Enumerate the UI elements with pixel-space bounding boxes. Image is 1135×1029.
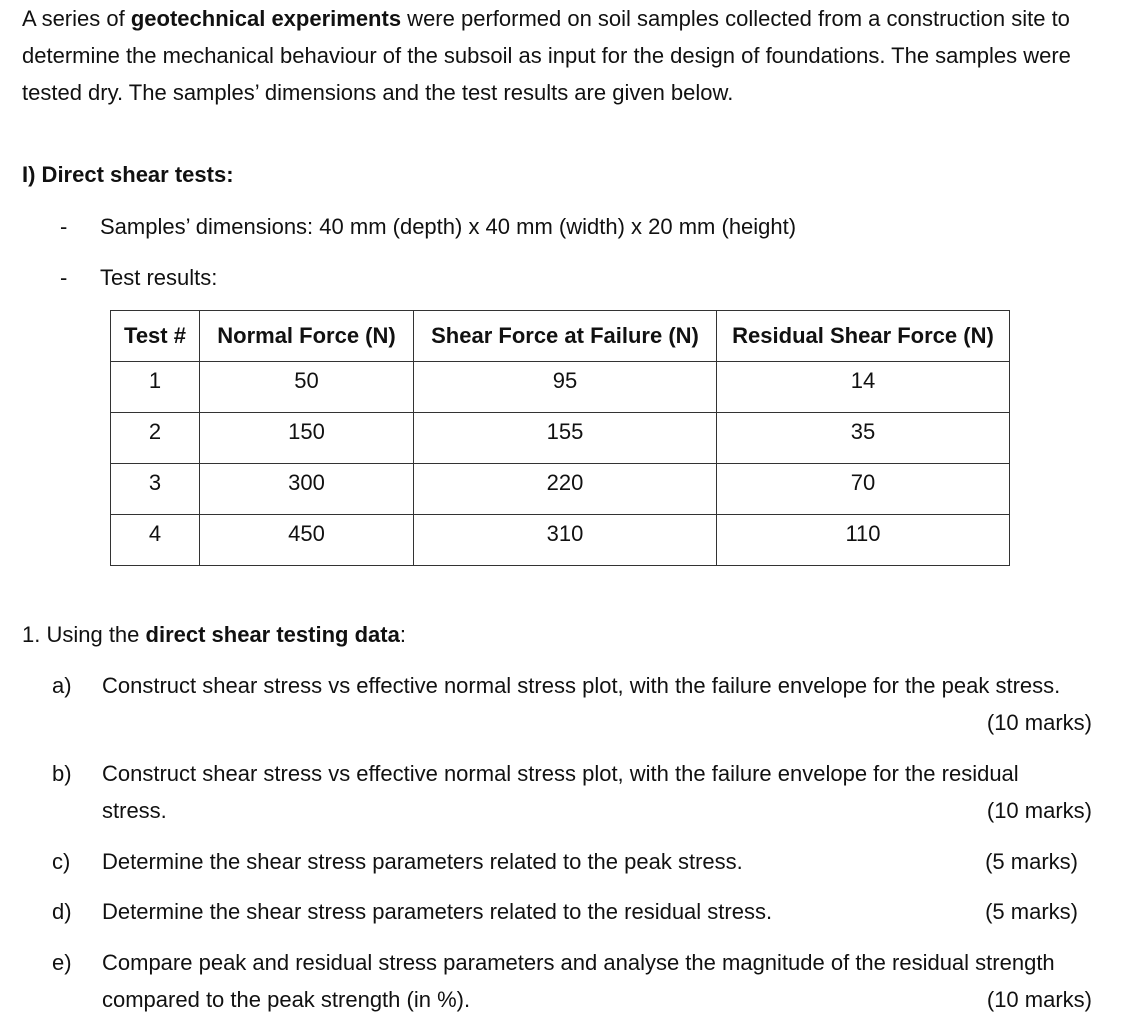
header-shear-force: Shear Force at Failure (N) [414, 311, 717, 362]
intro-paragraph [22, 0, 1122, 111]
cell-residual: 35 [717, 413, 1010, 464]
cell-test: 1 [111, 362, 200, 413]
table-header-row [111, 311, 1010, 362]
part-b [52, 755, 1092, 829]
part-label: c) [52, 849, 71, 874]
part-marks: (5 marks) [985, 899, 1078, 924]
cell-normal: 450 [200, 515, 414, 566]
header-normal-force: Normal Force (N) [200, 311, 414, 362]
cell-normal: 50 [200, 362, 414, 413]
cell-test: 3 [111, 464, 200, 515]
table-row [111, 413, 1010, 464]
cell-test: 2 [111, 413, 200, 464]
bullet-text: Test results: [100, 265, 218, 290]
cell-normal: 150 [200, 413, 414, 464]
bullet-test-results [60, 261, 217, 295]
cell-shear: 220 [414, 464, 717, 515]
part-text: Compare peak and residual stress parameters and analyse the magnitude of the residual strength compared to the peak strength (in %). [102, 950, 1055, 1012]
part-label: d) [52, 899, 72, 924]
table-row [111, 464, 1010, 515]
cell-shear: 310 [414, 515, 717, 566]
part-a [52, 667, 1092, 741]
cell-test: 4 [111, 515, 200, 566]
cell-residual: 14 [717, 362, 1010, 413]
header-residual-shear: Residual Shear Force (N) [717, 311, 1010, 362]
section-heading: I) Direct shear tests: [22, 162, 234, 187]
table-row [111, 515, 1010, 566]
part-text: Construct shear stress vs effective normal stress plot, with the failure envelope for the residual stress. [102, 761, 1019, 823]
part-e [52, 944, 1092, 1018]
part-text: Determine the shear stress parameters related to the peak stress. [102, 849, 743, 874]
intro-bold-text: geotechnical experiments [130, 6, 402, 31]
part-d [52, 893, 1092, 930]
part-label: a) [52, 673, 72, 698]
part-label: b) [52, 761, 72, 786]
table-row [111, 362, 1010, 413]
cell-shear: 95 [414, 362, 717, 413]
part-label: e) [52, 950, 72, 975]
part-marks: (10 marks) [986, 710, 1092, 735]
bullet-text: Samples’ dimensions: 40 mm (depth) x 40 mm (width) x 20 mm (height) [100, 214, 797, 239]
part-text: Construct shear stress vs effective normal stress plot, with the failure envelope for the peak stress. [102, 673, 1061, 698]
part-text: Determine the shear stress parameters related to the residual stress. [102, 899, 773, 924]
intro-text-end: were performed on soil samples collected from a construction site to determine the mechanical behaviour of the subsoil as input for the design of foundations. The samples were tested dry. The samples’ dimensions and the test results are given below. [22, 6, 1071, 105]
cell-residual: 70 [717, 464, 1010, 515]
cell-residual: 110 [717, 515, 1010, 566]
intro-text-start: A series of [22, 6, 131, 31]
bullet-dimensions [60, 210, 796, 244]
cell-shear: 155 [414, 413, 717, 464]
header-test-number: Test # [111, 311, 200, 362]
results-table [110, 310, 1010, 566]
bullet-dash: - [60, 265, 68, 290]
part-marks: (10 marks) [986, 798, 1092, 823]
cell-normal: 300 [200, 464, 414, 515]
question-prefix: 1. Using the [22, 622, 146, 647]
question-1 [22, 618, 406, 652]
question-bold: direct shear testing data [145, 622, 400, 647]
part-c [52, 843, 1092, 880]
part-marks: (5 marks) [985, 849, 1078, 874]
bullet-dash: - [60, 214, 68, 239]
part-marks: (10 marks) [986, 987, 1092, 1012]
question-suffix: : [399, 622, 406, 647]
